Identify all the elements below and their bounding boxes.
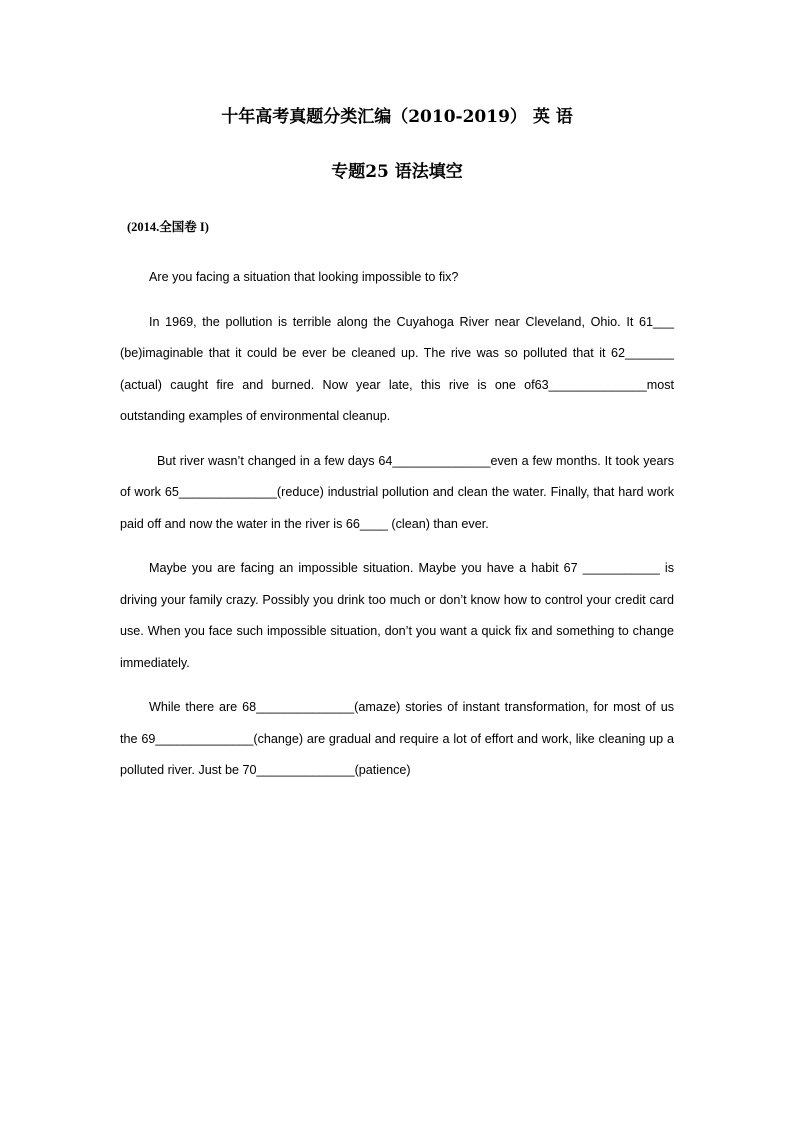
paragraph-4: Maybe you are facing an impossible situation. Maybe you have a habit 67 ___________ is driving your family crazy. Possibly you drink too much or don’t know how to control your credit card use. When you face such impossible situation, don’t you want a quick fix and something to change immediately. bbox=[120, 561, 674, 670]
paragraph-3: But river wasn’t changed in a few days 64______________even a few months. It took years of work 65______________(reduce) industrial pollution and clean the water. Finally, that hard work paid off and now the water in the river is 66____ (clean) than ever. bbox=[120, 453, 674, 531]
paragraph-2: In 1969, the pollution is terrible along the Cuyahoga River near Cleveland, Ohio. It 61___ (be)imaginable that it could be ever be cleaned up. The rive was so polluted that it 62_______ (actual) caught fire and burned. Now year late, this rive is one of63______________most outstanding examples of environmental cleanup. bbox=[120, 314, 674, 423]
document-title: 十年高考真题分类汇编（2010-2019） 英 语 bbox=[221, 107, 573, 127]
paragraph-1: Are you facing a situation that looking impossible to fix? bbox=[149, 270, 459, 284]
exam-source: (2014.全国卷 I) bbox=[127, 220, 209, 234]
passage bbox=[120, 262, 674, 800]
section-title: 专题25 语法填空 bbox=[331, 162, 463, 182]
paragraph-5: While there are 68______________(amaze) stories of instant transformation, for most of us the 69______________(change) are gradual and require a lot of effort and work, like cleaning up a polluted river. Just be 70______________(patience) bbox=[120, 700, 674, 777]
